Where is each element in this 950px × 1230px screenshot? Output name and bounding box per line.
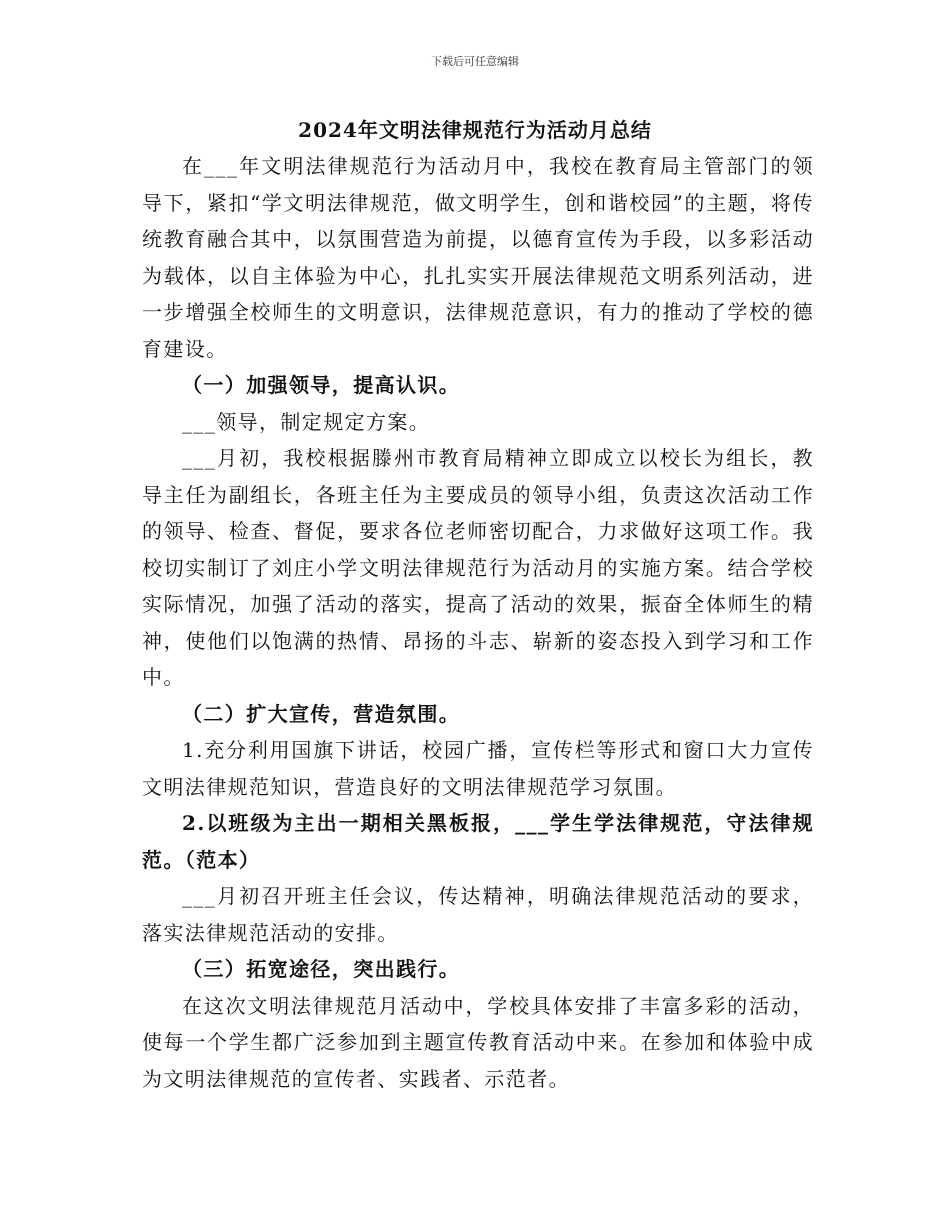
section-heading-1: （一）加强领导，提高认识。 xyxy=(182,373,461,397)
document-title: 2024年文明法律规范行为活动月总结 xyxy=(298,118,652,142)
section-heading-3: （三）拓宽途径，突出践行。 xyxy=(182,957,461,981)
document-body xyxy=(142,148,814,1097)
body-paragraph: ___领导，制定规定方案。 xyxy=(182,409,431,434)
body-paragraph: 在这次文明法律规范月活动中，学校具体安排了丰富多彩的活动，使每一个学生都广泛参加到主题宣传教育活动中来。在参加和体验中成为文明法律规范的宣传者、实践者、示范者。 xyxy=(142,993,814,1091)
bold-item-paragraph: 2.以班级为主出一期相关黑板报，___学生学法律规范，守法律规范。（范本） xyxy=(142,811,814,872)
page-header-note: 下载后可任意编辑 xyxy=(431,55,519,68)
body-paragraph: ___月初，我校根据滕州市教育局精神立即成立以校长为组长，教导主任为副组长，各班主任为主要成员的领导小组，负责这次活动工作的领导、检查、督促，要求各位老师密切配合，力求做好这项工作。我校切实制订了刘庄小学文明法律规范行为活动月的实施方案。结合学校实际情况，加强了活动的落实，提高了活动的效果，振奋全体师生的精神，使他们以饱满的热情、昂扬的斗志、崭新的姿态投入到学习和工作中。 xyxy=(142,446,814,689)
intro-paragraph: 在___年文明法律规范行为活动月中，我校在教育局主管部门的领导下，紧扣“学文明法律规范，做文明学生，创和谐校园”的主题，将传统教育融合其中，以氛围营造为前提，以德育宣传为手段，以多彩活动为载体，以自主体验为中心，扎扎实实开展法律规范文明系列活动，进一步增强全校师生的文明意识，法律规范意识，有力的推动了学校的德育建设。 xyxy=(142,154,814,361)
body-paragraph: 1.充分利用国旗下讲话，校园广播，宣传栏等形式和窗口大力宣传文明法律规范知识，营造良好的文明法律规范学习氛围。 xyxy=(142,738,814,799)
body-paragraph: ___月初召开班主任会议，传达精神，明确法律规范活动的要求，落实法律规范活动的安排。 xyxy=(142,884,814,945)
section-heading-2: （二）扩大宣传，营造氛围。 xyxy=(182,701,461,726)
